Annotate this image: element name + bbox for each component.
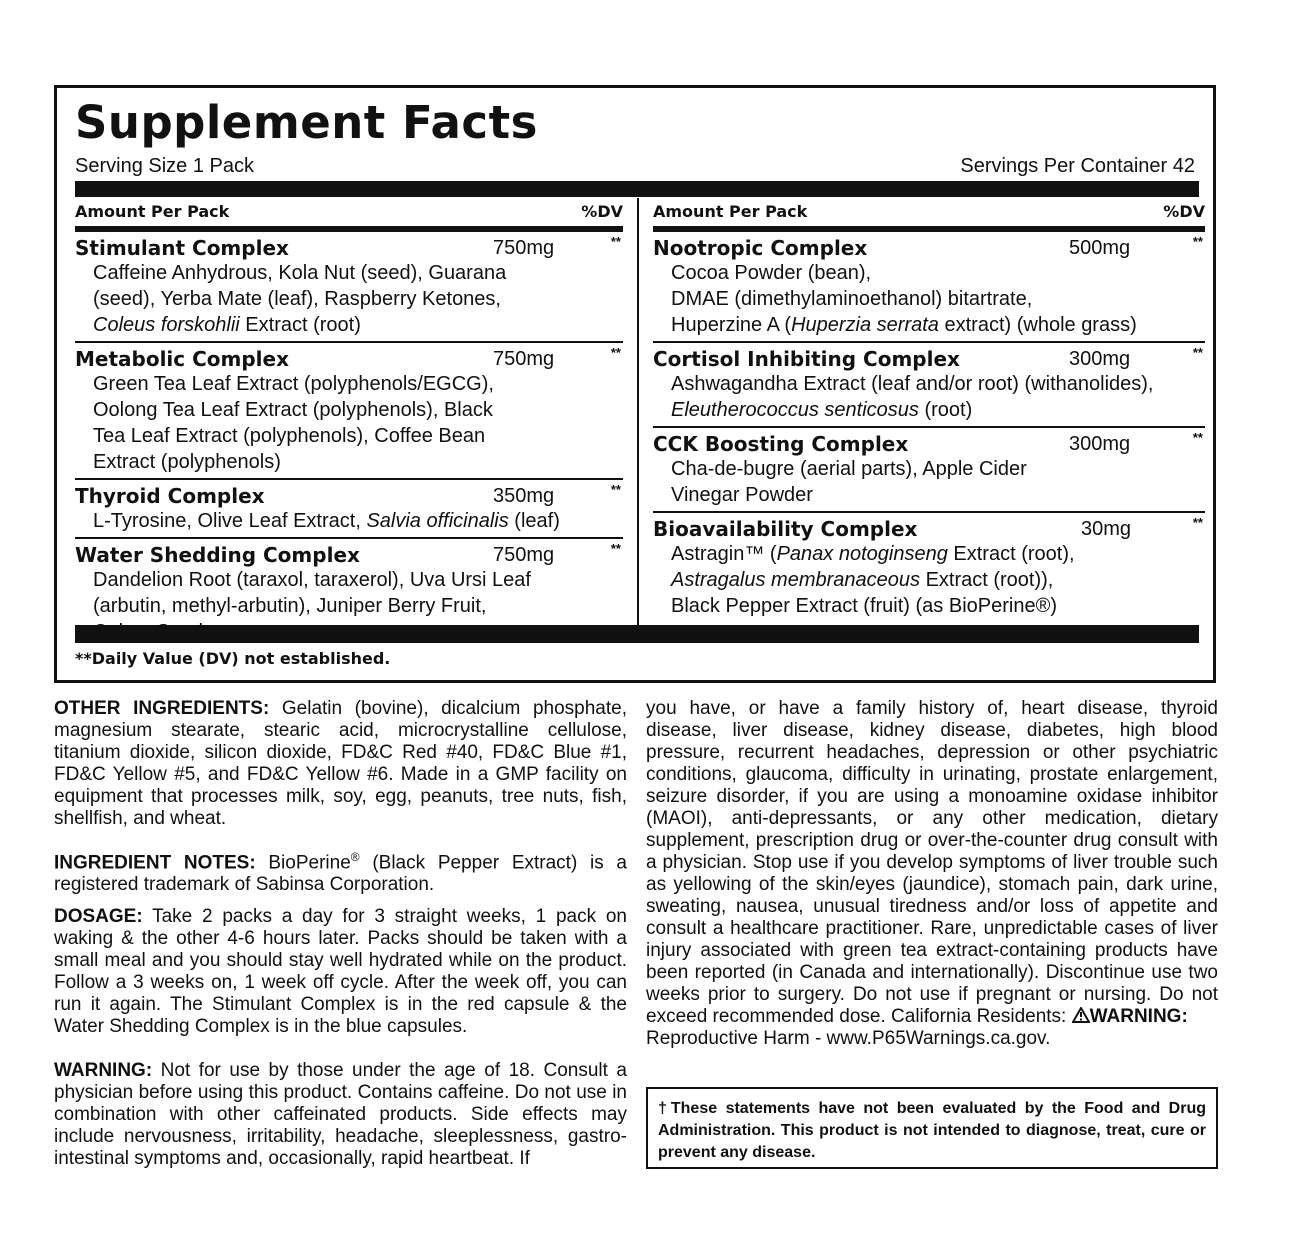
supplement-facts-panel xyxy=(54,85,1216,683)
amount-per-pack-label: Amount Per Pack xyxy=(653,202,808,221)
complex-row xyxy=(653,428,1205,513)
facts-title: Supplement Facts xyxy=(75,96,538,149)
other-ingredients-text: Gelatin (bovine), dicalcium phosphate, magnesium stearate, stearic acid, microcrystalline cellulose, titanium dioxide, silicon dioxide, FD&C Red #40, FD&C Blue #1, FD&C Yellow #5, and FD&C Yellow #6. Made in a GMP facility on equipment that processes milk, soy, egg, peanuts, tree nuts, fish, shellfish, and wheat. xyxy=(54,698,627,829)
bottom-thick-bar xyxy=(75,625,1199,643)
ingredient-line: Green Tea Leaf Extract (polyphenols/EGCG), xyxy=(93,373,494,395)
complex-name: Stimulant Complex xyxy=(75,236,289,260)
complex-name: Nootropic Complex xyxy=(653,236,868,260)
complex-name: CCK Boosting Complex xyxy=(653,432,909,456)
daily-value-note: **Daily Value (DV) not established. xyxy=(75,649,391,668)
warning-continued xyxy=(646,698,1218,1050)
complex-amount: 750mg xyxy=(493,544,555,566)
complex-amount: 30mg xyxy=(1081,518,1132,540)
column-divider xyxy=(637,198,639,626)
complex-ingredients xyxy=(75,260,623,338)
complex-ingredients xyxy=(653,541,1205,619)
ingredient-line: Black Pepper Extract (fruit) (as BioPerine®) xyxy=(671,595,1057,617)
amount-per-pack-label: Amount Per Pack xyxy=(75,202,230,221)
ingredient-line: (seed), Yerba Mate (leaf), Raspberry Ketones, xyxy=(93,288,501,310)
ingredient-line: (arbutin, methyl-arbutin), Juniper Berry Fruit, xyxy=(93,595,487,617)
ingredient-italic: Astragalus membranaceous xyxy=(671,569,921,591)
ingredient-notes-label: INGREDIENT NOTES: xyxy=(54,852,256,874)
ingredient-line: Tea Leaf Extract (polyphenols), Coffee Bean xyxy=(93,425,486,447)
facts-right-column xyxy=(653,198,1205,622)
complex-dv: ** xyxy=(1192,515,1203,530)
ingredient-text: extract) (whole grass) xyxy=(938,314,1137,336)
ingredient-notes-text: (Black Pepper Extract) is a registered trademark of Sabinsa Corporation. xyxy=(54,852,627,896)
fda-disclaimer-box: †These statements have not been evaluated by the Food and Drug Administration. This product is not intended to diagnose, treat, cure or prevent any disease. xyxy=(646,1087,1218,1169)
complex-name: Thyroid Complex xyxy=(75,484,265,508)
ca-warning-text: Reproductive Harm - www.P65Warnings.ca.gov. xyxy=(646,1028,1051,1049)
ingredient-line: Cha-de-bugre (aerial parts), Apple Cider xyxy=(671,458,1027,480)
complex-amount: 300mg xyxy=(1069,433,1131,455)
dosage-text: Take 2 packs a day for 3 straight weeks, 1 pack on waking & the other 4-6 hours later. Packs should be taken with a small meal and you should stay well hydrated while on the product. Follow a 3 weeks on, 1 week off cycle. After the week off, you can run it again. The Stimulant Complex is in the red capsule & the Water Shedding Complex is in the blue capsules. xyxy=(54,906,627,1037)
ingredient-line: Cocoa Powder (bean), xyxy=(671,262,872,284)
complex-name: Metabolic Complex xyxy=(75,347,290,371)
complex-amount: 300mg xyxy=(1069,348,1131,370)
ingredient-italic: Huperzia serrata xyxy=(791,314,939,336)
dv-header: %DV xyxy=(581,202,623,221)
warning-label: WARNING: xyxy=(54,1060,153,1081)
ingredient-text: Extract (root), xyxy=(947,543,1075,565)
warning-text-right: you have, or have a family history of, heart disease, thyroid disease, liver disease, kidney disease, diabetes, high blood pressure, recurrent headaches, depression or other psychiatric conditions, glaucoma, difficulty in urinating, prostate enlargement, seizure disorder, if you are using a monoamine oxidase inhibitor (MAOI), anti-depressants, or any other medication, dietary supplement, prescription drug or over-the-counter drug consult with a physician. Stop use if you develop symptoms of liver trouble such as yellowing of the skin/eyes (jaundice), stomach pain, dark urine, sweating, nausea, unusual tiredness and/or loss of appetite and consult a healthcare practitioner. Rare, unpredictable cases of liver injury associated with green tea extract-containing products have been reported (in Canada and internationally). Discontinue use two weeks prior to surgery. Do not use if pregnant or nursing. Do not exceed recommended dose. California Residents: xyxy=(646,698,1218,1027)
complex-row xyxy=(653,513,1205,622)
ingredient-notes-brand: BioPerine xyxy=(255,852,351,874)
complex-amount: 750mg xyxy=(493,237,555,259)
servings-per-container: Servings Per Container 42 xyxy=(960,155,1195,177)
ingredient-text: Extract (root) xyxy=(239,314,361,336)
ingredient-italic: Salvia officinalis xyxy=(366,510,509,532)
ingredient-italic: Coleus forskohlii xyxy=(93,314,240,336)
dosage-label: DOSAGE: xyxy=(54,906,143,927)
ingredient-line xyxy=(671,567,1205,593)
ingredient-text: Astragin™ ( xyxy=(671,543,777,565)
complex-dv: ** xyxy=(1192,345,1203,360)
ingredient-line xyxy=(671,312,1205,338)
ingredient-text: (leaf) xyxy=(508,510,560,532)
ingredient-italic: Eleutherococcus senticosus xyxy=(671,399,919,421)
ingredient-line: Dandelion Root (taraxol, taraxerol), Uva Ursi Leaf xyxy=(93,569,531,591)
complex-ingredients xyxy=(75,371,623,475)
complex-dv: ** xyxy=(610,482,621,497)
other-ingredients-section xyxy=(54,698,627,830)
complex-dv: ** xyxy=(1192,234,1203,249)
complex-amount: 350mg xyxy=(493,485,555,507)
complex-dv: ** xyxy=(610,345,621,360)
ca-warning-label: WARNING: xyxy=(1089,1006,1188,1027)
dosage-section xyxy=(54,906,627,1038)
complex-ingredients xyxy=(653,371,1205,423)
right-amount-header xyxy=(653,198,1205,232)
ingredient-italic: Panax notoginseng xyxy=(776,543,948,565)
ingredient-line: Vinegar Powder xyxy=(671,484,813,506)
ingredient-text: Huperzine A ( xyxy=(671,314,792,336)
ingredient-line xyxy=(671,541,1205,567)
warning-section xyxy=(54,1060,627,1170)
complex-dv: ** xyxy=(610,541,621,556)
complex-amount: 500mg xyxy=(1069,237,1131,259)
ingredient-text: L-Tyrosine, Olive Leaf Extract, xyxy=(93,510,367,532)
complex-name: Water Shedding Complex xyxy=(75,543,360,567)
warning-text-left: Not for use by those under the age of 18. Consult a physician before using this product. Contains caffeine. Do not use in combination with other caffeinated products. Side effects may include nervousness, irritability, headache, sleeplessness, gastro-intestinal symptoms and, occasionally, rapid heartbeat. If xyxy=(54,1060,627,1169)
complex-amount: 750mg xyxy=(493,348,555,370)
complex-dv: ** xyxy=(1192,430,1203,445)
complex-dv: ** xyxy=(610,234,621,249)
warning-triangle-icon xyxy=(1072,1006,1090,1028)
ingredient-text: Extract (root)), xyxy=(920,569,1054,591)
complex-ingredients xyxy=(75,508,623,534)
complex-row xyxy=(75,343,623,480)
serving-size: Serving Size 1 Pack xyxy=(75,155,254,177)
ingredient-line xyxy=(671,397,1205,423)
left-amount-header xyxy=(75,198,623,232)
complex-ingredients xyxy=(653,456,1205,508)
dv-header: %DV xyxy=(1163,202,1205,221)
ingredient-notes-section xyxy=(54,846,627,896)
complex-row xyxy=(653,232,1205,343)
ingredient-text: (root) xyxy=(918,399,973,421)
complex-row xyxy=(75,480,623,539)
complex-name: Cortisol Inhibiting Complex xyxy=(653,347,960,371)
top-thick-bar xyxy=(75,181,1199,197)
complex-ingredients xyxy=(653,260,1205,338)
registered-mark: ® xyxy=(350,850,360,864)
complex-row xyxy=(75,232,623,343)
ingredient-line: DMAE (dimethylaminoethanol) bitartrate, xyxy=(671,288,1033,310)
other-ingredients-label: OTHER INGREDIENTS: xyxy=(54,698,270,719)
ingredient-line: Extract (polyphenols) xyxy=(93,451,281,473)
ingredient-line: Oolong Tea Leaf Extract (polyphenols), Black xyxy=(93,399,493,421)
ingredient-line: Ashwagandha Extract (leaf and/or root) (withanolides), xyxy=(671,373,1154,395)
ingredient-line xyxy=(93,508,623,534)
ingredient-line: Caffeine Anhydrous, Kola Nut (seed), Guarana xyxy=(93,262,507,284)
ingredient-line xyxy=(93,312,623,338)
facts-left-column xyxy=(75,198,623,648)
complex-name: Bioavailability Complex xyxy=(653,517,918,541)
complex-row xyxy=(653,343,1205,428)
